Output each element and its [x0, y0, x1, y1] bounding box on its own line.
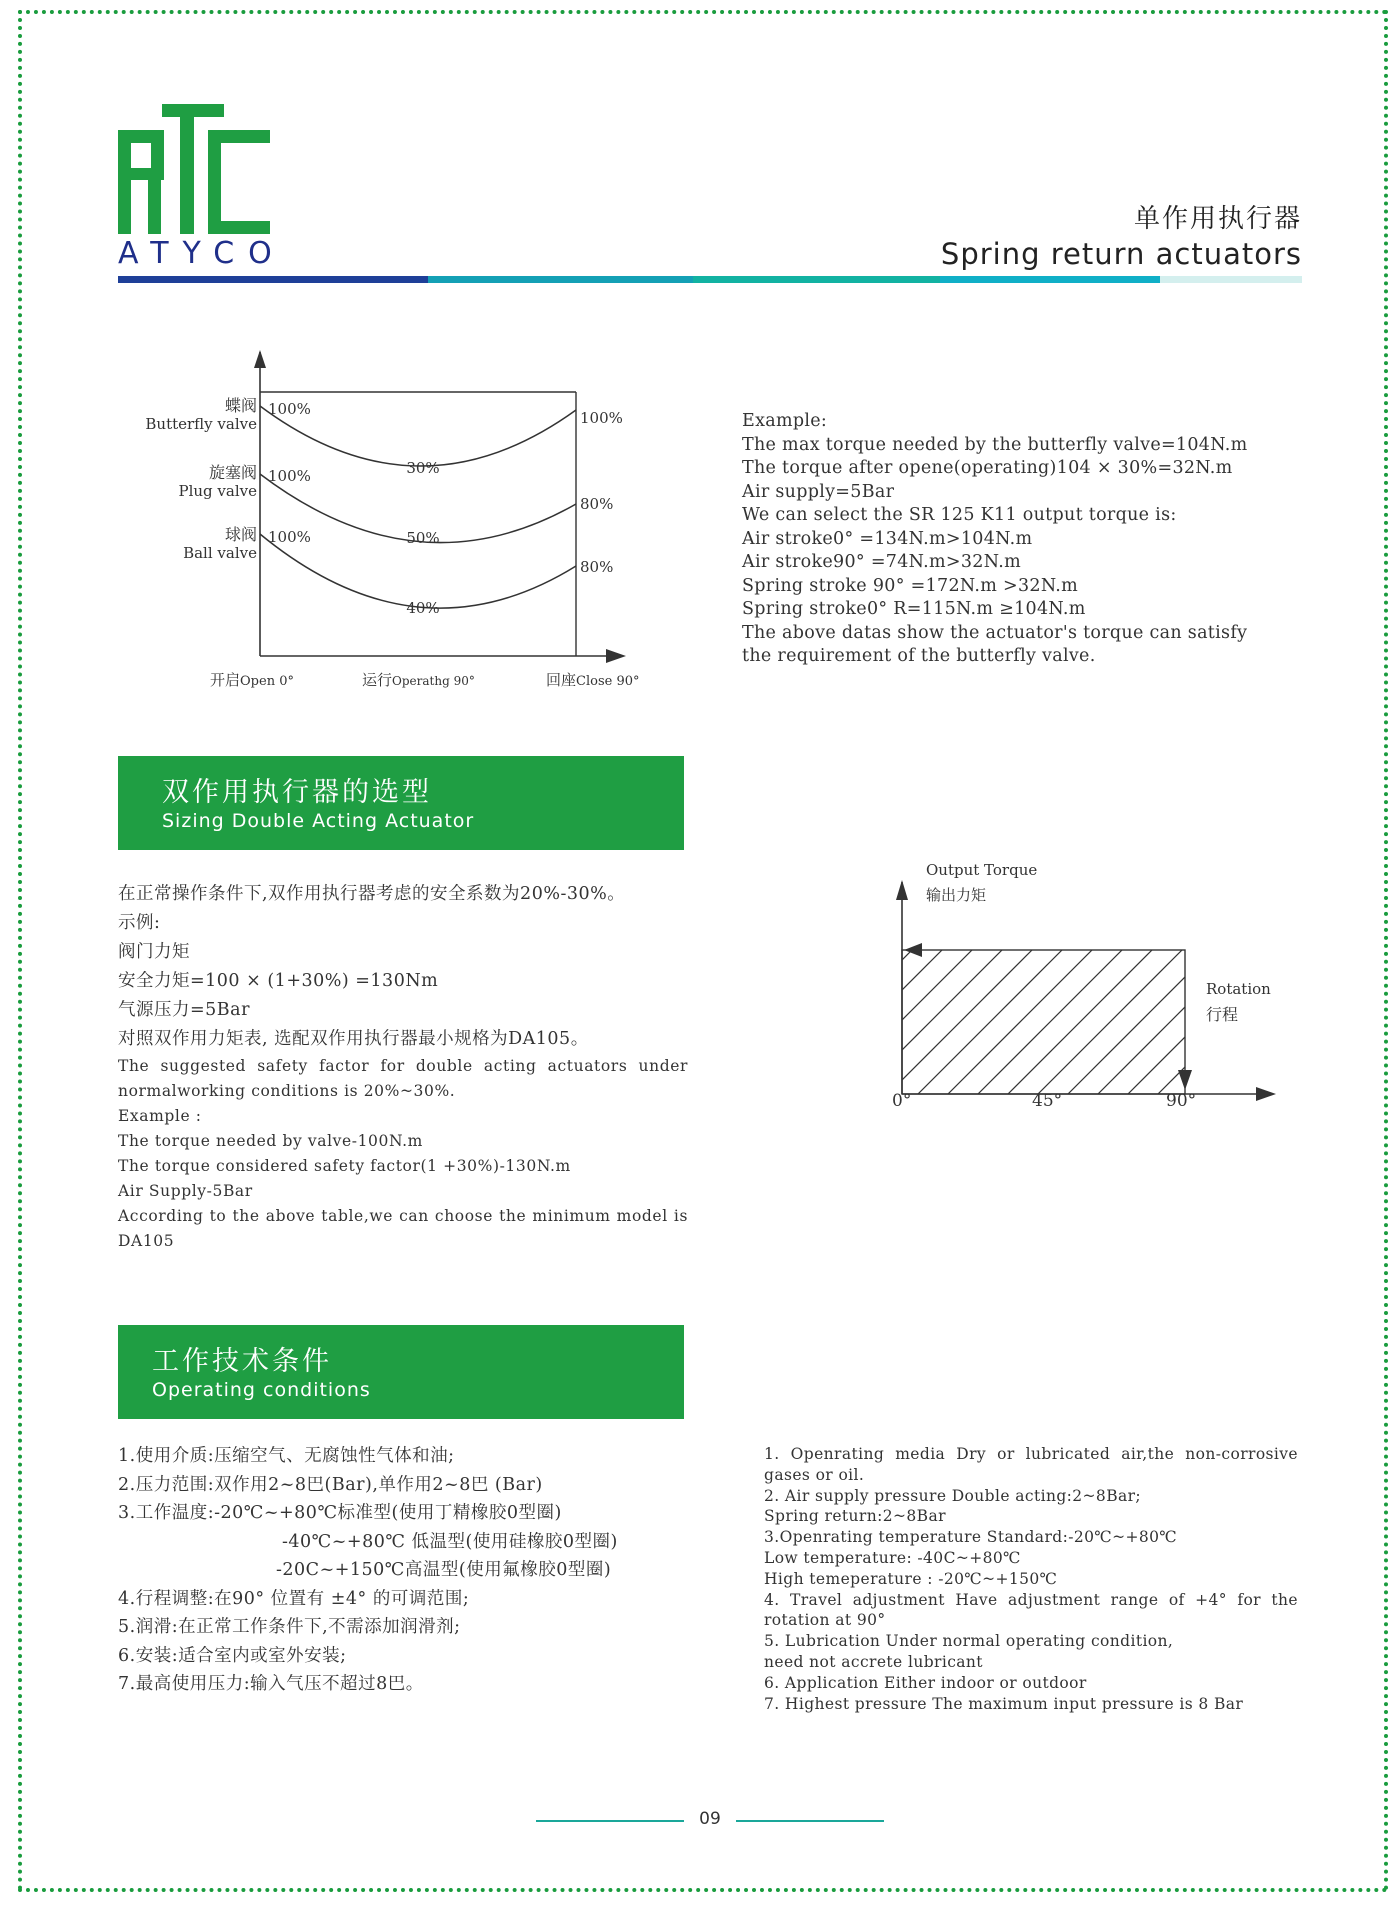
- example-line: Example:: [742, 411, 828, 431]
- plug-label-en: Plug valve: [178, 482, 257, 500]
- condition-en-item: 3.Openrating temperature Standard:-20℃~+80℃: [764, 1528, 1178, 1547]
- condition-en-item: Low temperature: -40C~+80℃: [764, 1548, 1021, 1567]
- condition-zh-line: 7.最高使用压力:输入气压不超过8巴。: [118, 1674, 424, 1694]
- condition-zh-line: 6.安装:适合室内或室外安装;: [118, 1645, 347, 1666]
- condition-zh-line: -40℃~+80℃ 低温型(使用硅橡胶0型圈): [282, 1531, 618, 1552]
- butterfly-end-value: 100%: [580, 409, 623, 427]
- sizing-en-conclusion: According to the above table,we can choose the minimum model is DA105: [118, 1207, 688, 1250]
- sizing-text: [118, 880, 688, 1254]
- condition-en-item: 5. Lubrication Under normal operating condition,: [764, 1632, 1174, 1651]
- page-title-zh: 单作用执行器: [1133, 204, 1302, 234]
- header-rule-seg: [1160, 276, 1302, 283]
- sizing-zh-line: 气源压力=5Bar: [118, 1000, 250, 1020]
- ball-end-value: 80%: [580, 558, 614, 576]
- condition-zh-line: 4.行程调整:在90° 位置有 ±4° 的可调范围;: [118, 1588, 470, 1609]
- y-axis-arrow-icon: [254, 350, 266, 368]
- sizing-en-line: Example :: [118, 1107, 202, 1125]
- condition-en-item: 4. Travel adjustment Have adjustment range of +4° for the rotation at 90°: [764, 1590, 1298, 1630]
- condition-en-item: need not accrete lubricant: [764, 1652, 983, 1671]
- ball-label-zh: 球阀: [224, 525, 257, 544]
- conditions-zh-list: [118, 1442, 698, 1699]
- example-line: Spring stroke 90° =172N.m >32N.m: [742, 575, 1079, 596]
- page-number-rule-right: [736, 1820, 884, 1822]
- example-line: Air supply=5Bar: [742, 481, 895, 502]
- ball-label-en: Ball valve: [183, 544, 257, 562]
- condition-en-item: 6. Application Either indoor or outdoor: [764, 1673, 1087, 1692]
- example-line: Air stroke0° =134N.m>104N.m: [742, 528, 1033, 549]
- plug-mid-value: 50%: [406, 529, 440, 547]
- x-label-close: 回座Close 90°: [546, 671, 640, 689]
- sizing-en-paragraph: The suggested safety factor for double acting actuators under normalworking conditions is 20%~30%.: [118, 1057, 688, 1100]
- torque-example: [742, 410, 1302, 669]
- condition-en-item: High temeperature : -20℃~+150℃: [764, 1569, 1058, 1588]
- output-torque-chart: [880, 852, 1300, 1112]
- example-line: The torque after opene(operating)104 × 30%=32N.m: [742, 458, 1233, 478]
- rotation-label-en: Rotation: [1206, 980, 1271, 998]
- plug-start-value: 100%: [268, 467, 311, 485]
- condition-en-item: 2. Air supply pressure Double acting:2~8Bar;: [764, 1486, 1142, 1505]
- condition-en-item: Spring return:2~8Bar: [764, 1507, 946, 1526]
- ball-mid-value: 40%: [406, 599, 440, 617]
- example-line: Spring stroke0° R=115N.m ≥104N.m: [742, 599, 1086, 619]
- valve-torque-chart: [118, 344, 678, 704]
- section-title-en: Operating conditions: [152, 1379, 371, 1401]
- output-y-arrow-icon: [896, 880, 908, 900]
- section-title-zh: 双作用执行器的选型: [162, 777, 432, 808]
- sizing-zh-line: 在正常操作条件下,双作用执行器考虑的安全系数为20%-30%。: [118, 884, 626, 904]
- tick-0: 0°: [892, 1091, 912, 1111]
- butterfly-start-value: 100%: [268, 400, 311, 418]
- ball-start-value: 100%: [268, 528, 311, 546]
- sizing-en-line: The torque considered safety factor(1 +30%)-130N.m: [118, 1157, 571, 1175]
- x-label-operating: 运行Operathg 90°: [362, 671, 475, 689]
- section-header-conditions: [118, 1325, 684, 1419]
- rotation-label-zh: 行程: [1206, 1005, 1239, 1024]
- example-line: The above datas show the actuator's torque can satisfy: [742, 622, 1248, 643]
- section-title-en: Sizing Double Acting Actuator: [162, 810, 475, 832]
- condition-zh-line: 3.工作温度:-20℃~+80℃标准型(使用丁精橡胶0型圈): [118, 1503, 562, 1523]
- header-rule-seg: [940, 276, 1160, 283]
- header-rule-seg: [118, 276, 428, 283]
- page-number: 09: [699, 1809, 721, 1829]
- logo-wordmark: ATYCO: [118, 236, 286, 271]
- tick-45: 45°: [1032, 1091, 1063, 1111]
- output-y-label-zh: 输出力矩: [926, 886, 987, 904]
- x-axis-arrow-icon: [606, 649, 626, 663]
- rtc-logo-mark: [118, 104, 270, 234]
- output-x-arrow-icon: [1256, 1087, 1276, 1101]
- butterfly-label-zh: 蝶阀: [224, 396, 257, 415]
- sizing-zh-line: 示例:: [118, 913, 161, 933]
- sizing-zh-line: 安全力矩=100 × (1+30%) =130Nm: [118, 971, 439, 991]
- sizing-zh-line: 对照双作用力矩表, 选配双作用执行器最小规格为DA105。: [118, 1029, 589, 1049]
- x-label-open: 开启Open 0°: [210, 671, 294, 689]
- section-header-sizing: [118, 756, 684, 850]
- header-rule-seg: [693, 276, 940, 283]
- page-title-en: Spring return actuators: [940, 237, 1302, 271]
- header-rule-seg: [428, 276, 693, 283]
- right-down-arrow-icon: [1178, 1070, 1192, 1090]
- condition-zh-line: 5.润滑:在正常工作条件下,不需添加润滑剂;: [118, 1617, 461, 1637]
- sizing-en-line: Air Supply-5Bar: [118, 1182, 253, 1200]
- conditions-en-list: [764, 1444, 1298, 1714]
- example-line: Air stroke90° =74N.m>32N.m: [742, 552, 1021, 572]
- plug-end-value: 80%: [580, 495, 614, 513]
- condition-en-item: 7. Highest pressure The maximum input pressure is 8 Bar: [764, 1694, 1244, 1713]
- example-line: We can select the SR 125 K11 output torque is:: [742, 505, 1177, 525]
- condition-zh-line: 2.压力范围:双作用2~8巴(Bar),单作用2~8巴 (Bar): [118, 1474, 543, 1495]
- butterfly-mid-value: 30%: [406, 459, 440, 477]
- torque-area-outline: [902, 950, 1185, 1094]
- example-line: The max torque needed by the butterfly valve=104N.m: [742, 434, 1248, 455]
- page-number-rule-left: [536, 1820, 684, 1822]
- output-y-label-en: Output Torque: [926, 861, 1038, 879]
- condition-zh-line: 1.使用介质:压缩空气、无腐蚀性气体和油;: [118, 1446, 455, 1466]
- section-title-zh: 工作技术条件: [152, 1346, 332, 1377]
- tick-90: 90°: [1166, 1091, 1197, 1111]
- condition-en-item: 1. Openrating media Dry or lubricated air,the non-corrosive gases or oil.: [764, 1445, 1298, 1484]
- butterfly-label-en: Butterfly valve: [145, 415, 257, 433]
- sizing-zh-line: 阀门力矩: [118, 942, 190, 962]
- sizing-en-line: The torque needed by valve-100N.m: [118, 1132, 423, 1150]
- plug-label-zh: 旋塞阀: [208, 463, 257, 482]
- example-line: the requirement of the butterfly valve.: [742, 646, 1096, 666]
- condition-zh-line: -20C~+150℃高温型(使用氟橡胶0型圈): [276, 1560, 612, 1580]
